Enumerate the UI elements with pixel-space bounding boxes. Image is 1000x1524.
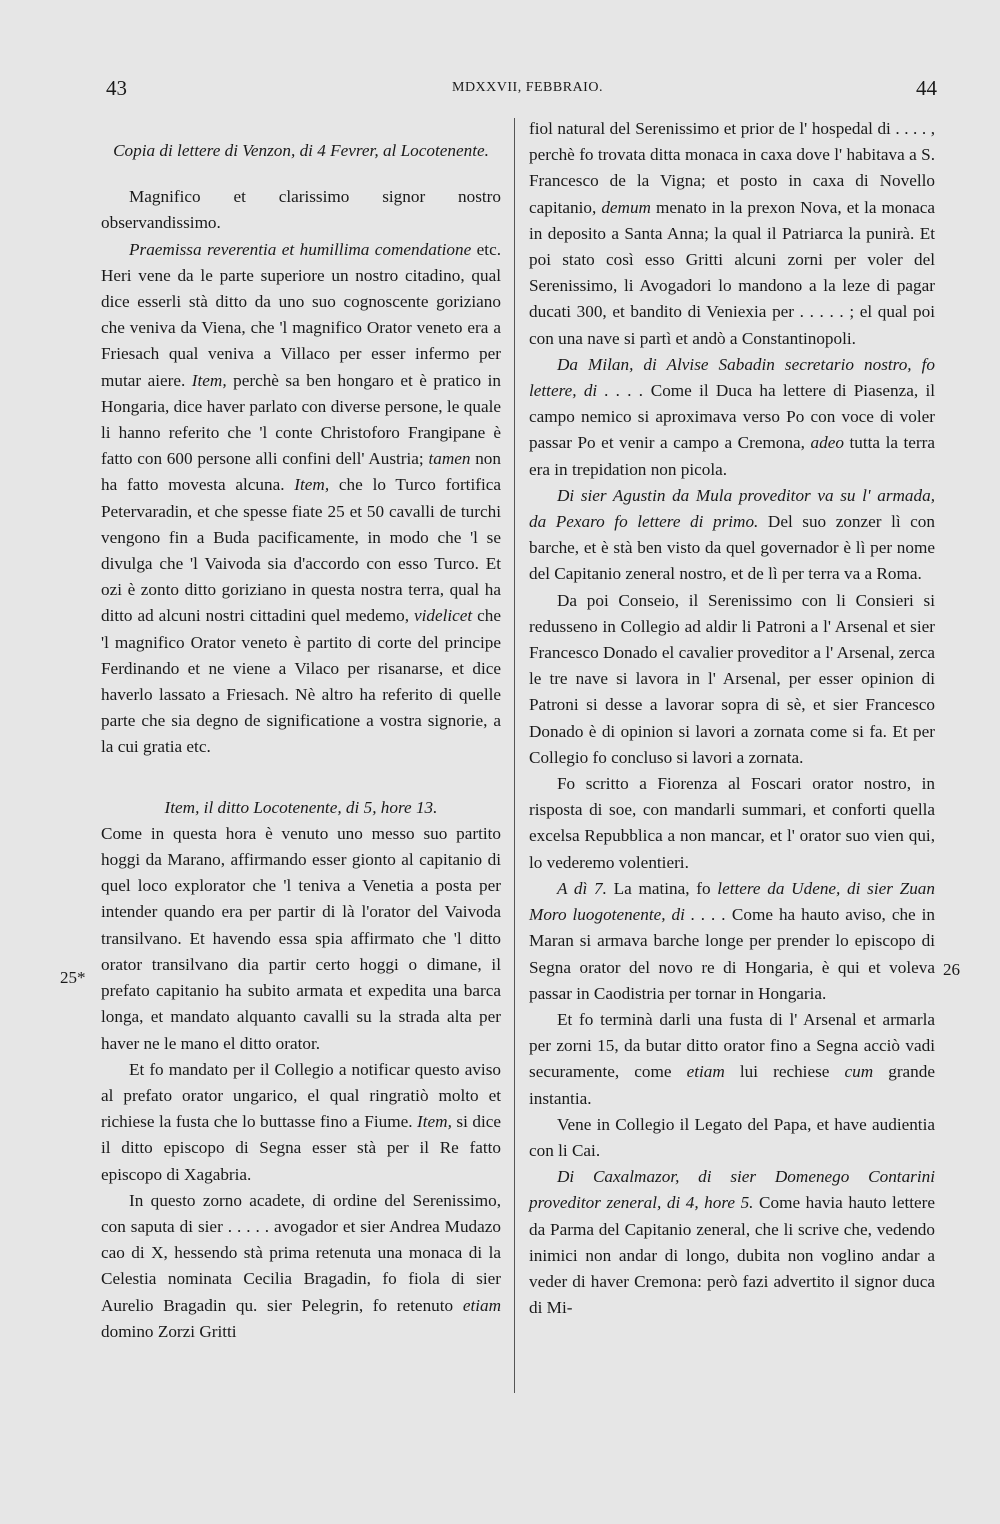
left-page-number: 43 bbox=[106, 76, 127, 100]
italic-word: Item, bbox=[294, 475, 330, 495]
text-run: fiol natural del Serenissimo et prior de l' hospedal di . . . . , perchè fo trovata ditta monaca in caxa dove l' habitava a S. Francesco de la Vigna; et posto in caxa di Novello capitanio, bbox=[529, 119, 935, 217]
italic-word: videlicet bbox=[413, 606, 473, 626]
italic-phrase: Di sier Agustin da Mula proveditor va su l' armada, da Pexaro fo lettere di primo. bbox=[529, 485, 935, 532]
italic-word: etiam bbox=[462, 1295, 501, 1315]
text-run: Del suo zonzer lì con barche, et è stà ben visto da quel governador è lì per nome del Capitanio zeneral nostro, et de lì per terra va a Roma. bbox=[529, 512, 935, 584]
paragraph bbox=[529, 1164, 935, 1321]
italic-phrase: lettere da Udene, di sier Zuan Moro luogotenente, di . . . . bbox=[529, 878, 935, 925]
text-run: domino Zorzi Gritti bbox=[101, 1321, 237, 1341]
paragraph: Fo scritto a Fiorenza al Foscari orator nostro, in risposta di soe, con mandarli summari, et conforti quella excelsa Repubblica a non mancar, et l' orator suo vien qui, lo vederemo volentieri. bbox=[529, 774, 935, 872]
text-run: Come il Duca ha lettere di Piasenza, il campo nemico si aproximava verso Po con voce di voler passar Po et venir a campo a Cremona, bbox=[529, 381, 935, 453]
text-run: tutta la terra era in trepidation non picola. bbox=[529, 433, 935, 479]
letter-heading: Copia di lettere di Venzon, di 4 Fevrer, al Locotenente. bbox=[113, 141, 489, 160]
italic-phrase: Da Milan, di Alvise Sabadin secretario nostro, fo lettere, di . . . . bbox=[529, 354, 935, 401]
text-run: Come havia hauto lettere da Parma del Capitanio zeneral, che li scrive che, vedendo inimici non andar di longo, dubita non voglino andar a veder di haver Cremona: però fazi advertito il signor duca di Mi- bbox=[529, 1193, 935, 1318]
text-run: lui rechiese bbox=[724, 1062, 845, 1082]
paragraph bbox=[529, 876, 935, 1007]
right-column bbox=[529, 116, 935, 1321]
italic-word: demum bbox=[601, 197, 651, 217]
italic-phrase: Di Caxalmazor, di sier Domenego Contarini proveditor zeneral, di 4, hore 5. bbox=[529, 1167, 935, 1213]
paragraph: Da poi Conseio, il Serenissimo con li Consieri si redusseno in Collegio ad aldir li Patroni a l' Arsenal et sier Francesco Donado el cavalier proveditor a l' Arsenal, zerca le tre nave si lavora in l' Arsenal, per esser opinion di Patroni si desse a lavorar sopra di sè, et sier Francesco Donado è di opinion si lavori a zornata come si fa. Et per Collegio fo concluso si lavori a zornata. bbox=[529, 590, 935, 767]
paragraph bbox=[529, 116, 935, 352]
text-run: menato in la prexon Nova, et la monaca in deposito a Santa Anna; la qual il Patriarca la punirà. Et poi stato così esso Gritti alcuni zorni per voler del Serenissimo, li Avogadori lo mandono a la leze di pagar ducati 300, et bandito di Veniexia per . . . . . ; el qual poi con una nave si partì et andò a Constantinopoli. bbox=[529, 197, 935, 348]
column-divider bbox=[514, 118, 515, 1393]
salutation: Magnifico et clarissimo signor nostro observandissimo. bbox=[101, 187, 501, 233]
text-run: La matina, fo bbox=[606, 878, 718, 898]
text-run: non ha fatto movesta alcuna. bbox=[101, 449, 501, 495]
italic-phrase: Praemissa reverentia et humillima comendatione bbox=[129, 239, 472, 259]
text-run: Et fo terminà darli una fusta di l' Arsenal et armarla per zorni 15, da butar ditto orator fino a Segna acciò vadi securamente, come bbox=[529, 1009, 935, 1082]
left-margin-note: 25* bbox=[60, 968, 86, 987]
paragraph bbox=[529, 483, 935, 588]
paragraph bbox=[101, 1188, 501, 1345]
italic-word: Item, bbox=[191, 370, 227, 390]
right-page-number: 44 bbox=[916, 76, 937, 100]
paragraph bbox=[529, 1007, 935, 1112]
paragraph bbox=[529, 352, 935, 483]
text-run: Come ha hauto aviso, che in Maran si armava barche longe per prender lo episcopo di Segna orator del novo re di Hongaria, è qui et voleva passar in Caodistria per tornar in Hongaria. bbox=[529, 905, 936, 1003]
right-margin-note: 26 bbox=[943, 960, 960, 979]
text-run: perchè sa ben hongaro et è pratico in Hongaria, dice haver parlato con diverse persone, le quale li hanno referito che 'l conte Christoforo Frangipane è fatto con 600 persone alli confini dell' Austria; bbox=[101, 370, 501, 469]
text-run: si dice il ditto episcopo di Segna esser stà per il Re fatto episcopo di Xagabria. bbox=[101, 1112, 501, 1184]
italic-word: adeo bbox=[810, 433, 844, 453]
left-column bbox=[101, 116, 501, 1345]
running-title: MDXXVII, FEBBRAIO. bbox=[452, 80, 603, 95]
italic-word: tamen bbox=[428, 449, 471, 469]
text-run: che 'l magnifico Orator veneto è partito di corte del principe Ferdinando et ne viene a Vilaco per risanarse, et dice haverlo lassato a Friesach. Nè altro ha referito di quelle parte che sia degno de significatione a vostra signorie, a la cui gratia etc. bbox=[101, 606, 501, 757]
section-heading: Item, il ditto Locotenente, di 5, hore 13. bbox=[164, 797, 438, 817]
paragraph: Come in questa hora è venuto uno messo suo partito hoggi da Marano, affirmando esser gionto al capitanio di quel loco explorator che 'l teniva a Venetia a posta per intender quando era per partir di là l'orator del Vaivoda transilvano. Et havendo essa spia affirmato che 'l ditto orator transilvano dia partir certo hoggi o dimane, il prefato capitanio ha subito armata et expedita una barca longa, et mandato alquanto cavalli su la strada alta per haver ne le mano el ditto orator. bbox=[101, 823, 501, 1053]
paragraph bbox=[101, 1057, 501, 1188]
paragraph bbox=[101, 237, 501, 761]
italic-phrase: A dì 7. bbox=[557, 878, 607, 898]
text-run: grande instantia. bbox=[529, 1062, 935, 1108]
text-run: In questo zorno acadete, di ordine del Serenissimo, con saputa di sier . . . . . avogador et sier Andrea Mudazo cao di X, hessendo stà prima retenuta una monaca di la Celestia nominata Cecilia Bragadin, fo fiola di sier Aurelio Bragadin qu. sier Pelegrin, fo retenuto bbox=[101, 1190, 501, 1315]
italic-word: etiam bbox=[686, 1062, 725, 1082]
text-run: etc. Heri vene da le parte superiore un nostro citadino, qual dice esserli stà ditto da uno suo cognoscente goriziano che veniva da Viena, che 'l magnifico Orator veneto era a Friesach qual veniva a Villaco per esser infermo per mutar aiere. bbox=[101, 239, 501, 390]
paragraph: Vene in Collegio il Legato del Papa, et have audientia con li Cai. bbox=[529, 1114, 935, 1160]
italic-word: Item, bbox=[417, 1112, 452, 1132]
text-run: che lo Turco fortifica Petervaradin, et che spesse fiate 25 et 50 cavalli de turchi vengono fin a Buda pacificamente, in modo che 'l se divulga che 'l Vaivoda sia d'accordo con esso Turco. Et ozi è zonto ditto goriziano in questa nostra terra, qual ha ditto ad alcuni nostri cittadini quel medemo, bbox=[101, 475, 501, 626]
text-run: Et fo mandato per il Collegio a notificar questo aviso al prefato orator ungarico, el qual ringratiò molto et richiese la fusta che lo buttasse fino a Fiume. bbox=[101, 1059, 501, 1132]
italic-word: cum bbox=[844, 1062, 874, 1082]
